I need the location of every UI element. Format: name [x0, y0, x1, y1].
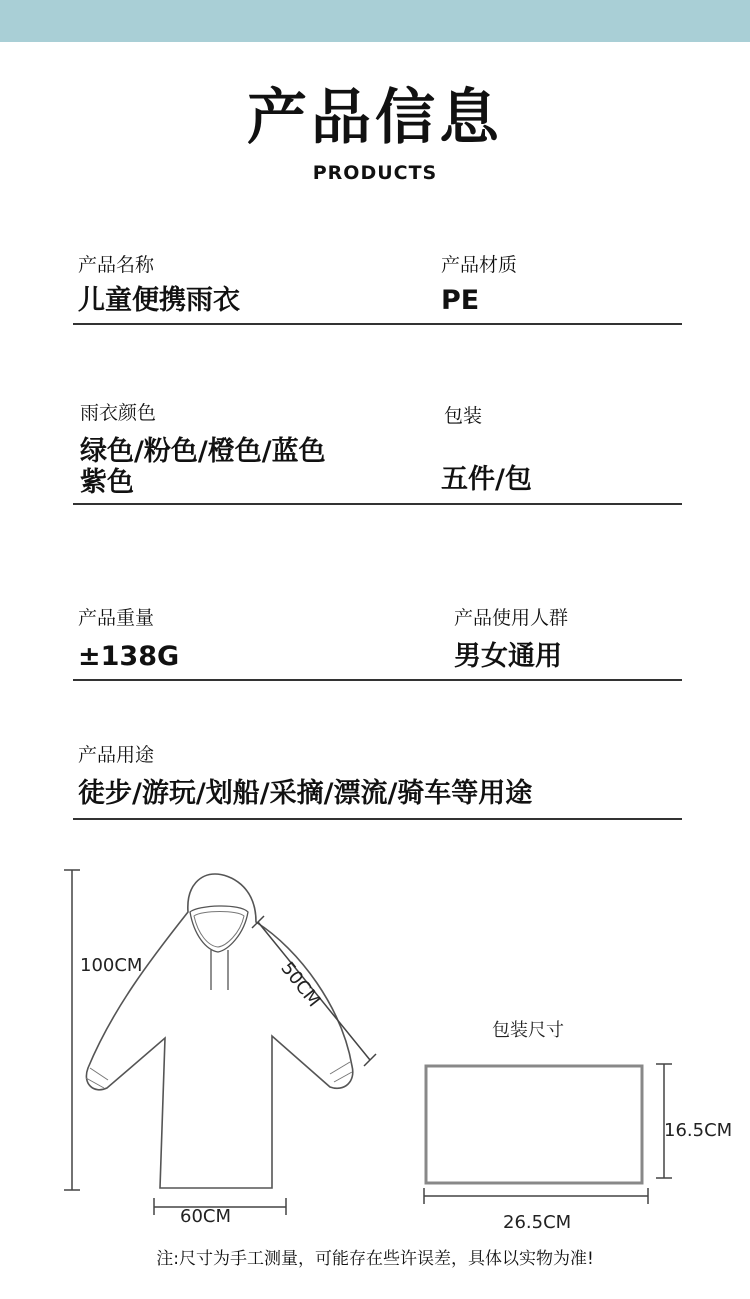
measurement-note: 注:尺寸为手工测量，可能存在些许误差，具体以实物为准! — [156, 1249, 594, 1269]
page-subtitle: PRODUCTS — [312, 162, 438, 184]
material-value: PE — [441, 285, 480, 316]
package-value: 五件/包 — [441, 464, 532, 495]
material-label: 产品材质 — [441, 254, 518, 276]
color-value-line-1: 绿色/粉色/橙色/蓝色 — [80, 436, 326, 467]
package-height-label: 16.5CM — [664, 1120, 733, 1141]
page-title: 产品信息 — [247, 83, 503, 153]
weight-value: ±138G — [78, 641, 180, 672]
usage-value: 徒步/游玩/划船/采摘/漂流/骑车等用途 — [78, 778, 533, 809]
raincoat-length-label: 100CM — [80, 955, 143, 976]
usage-label: 产品用途 — [78, 744, 155, 766]
users-value: 男女通用 — [454, 641, 562, 672]
product-name-label: 产品名称 — [78, 254, 155, 276]
color-label: 雨衣颜色 — [80, 402, 157, 424]
product-name-value: 儿童便携雨衣 — [78, 285, 240, 316]
package-label: 包装 — [444, 405, 483, 427]
sleeve-length-label: 50CM — [276, 958, 325, 1012]
weight-label: 产品重量 — [78, 607, 155, 629]
package-width-label: 26.5CM — [503, 1212, 572, 1233]
raincoat-width-label: 60CM — [180, 1206, 232, 1227]
raincoat-outline — [86, 874, 352, 1188]
color-value-line-2: 紫色 — [80, 467, 134, 498]
package-outline — [426, 1066, 642, 1183]
package-size-title: 包装尺寸 — [492, 1020, 564, 1041]
users-label: 产品使用人群 — [454, 607, 569, 629]
